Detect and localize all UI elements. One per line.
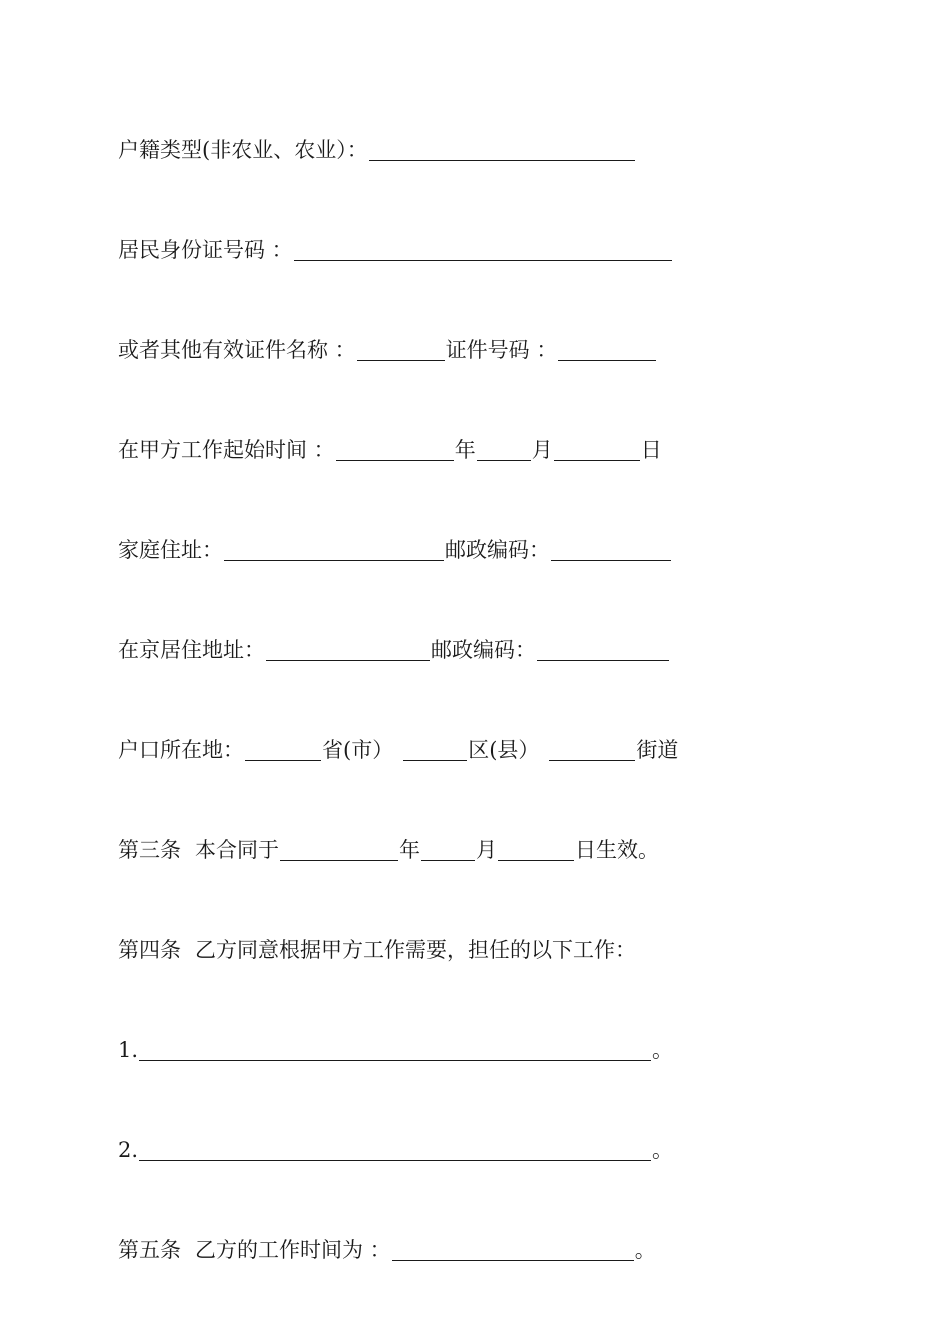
id-number-row xyxy=(118,236,673,264)
beijing-postcode-blank[interactable] xyxy=(537,640,669,661)
work-item-2-number: 2. xyxy=(118,1138,139,1162)
id-number-label: 居民身份证号码 ： xyxy=(118,238,293,262)
work-item-1-end: 。 xyxy=(652,1038,674,1062)
start-day-unit: 日 xyxy=(640,438,662,462)
start-date-label: 在甲方工作起始时间 ： xyxy=(118,438,335,462)
hukou-type-label: 户籍类型(非农业、农业）： xyxy=(118,138,368,162)
effective-month-unit: 月 xyxy=(476,838,497,862)
work-item-2-end: 。 xyxy=(652,1138,674,1162)
work-item-1-blank[interactable] xyxy=(139,1040,651,1061)
start-month-blank[interactable] xyxy=(477,440,531,461)
work-item-1-number: 1. xyxy=(118,1038,139,1062)
effective-year-blank[interactable] xyxy=(280,840,398,861)
beijing-address-label: 在京居住地址： xyxy=(118,638,265,662)
work-item-2-blank[interactable] xyxy=(139,1140,651,1161)
home-address-blank[interactable] xyxy=(224,540,444,561)
article-4 xyxy=(118,936,636,964)
article-5-end: 。 xyxy=(634,1238,656,1262)
start-year-unit: 年 xyxy=(454,438,476,462)
start-date-row xyxy=(118,436,662,464)
province-unit: 省(市） xyxy=(322,738,394,762)
work-item-2 xyxy=(118,1136,673,1164)
hukou-type-row xyxy=(118,136,636,164)
start-month-unit: 月 xyxy=(531,438,553,462)
article-4-text: 乙方同意根据甲方工作需要，担任的以下工作： xyxy=(195,938,636,962)
article-5-title: 第五条 xyxy=(118,1238,181,1262)
district-blank[interactable] xyxy=(403,740,467,761)
other-id-row xyxy=(118,336,657,364)
district-unit: 区(县） xyxy=(468,738,540,762)
article-5 xyxy=(118,1236,656,1264)
other-id-number-blank[interactable] xyxy=(558,340,656,361)
article-3 xyxy=(118,836,659,864)
hukou-type-blank[interactable] xyxy=(369,140,635,161)
work-hours-blank[interactable] xyxy=(392,1240,634,1261)
street-unit: 街道 xyxy=(636,738,679,762)
other-id-name-blank[interactable] xyxy=(357,340,445,361)
id-number-blank[interactable] xyxy=(294,240,672,261)
hukou-location-label: 户口所在地： xyxy=(118,738,244,762)
beijing-address-row xyxy=(118,636,670,664)
hukou-location-row xyxy=(118,736,678,764)
street-blank[interactable] xyxy=(549,740,635,761)
effective-month-blank[interactable] xyxy=(421,840,475,861)
article-3-title: 第三条 xyxy=(118,838,181,862)
beijing-address-blank[interactable] xyxy=(266,640,430,661)
other-id-label: 或者其他有效证件名称 ： xyxy=(118,338,356,362)
home-address-row xyxy=(118,536,672,564)
province-blank[interactable] xyxy=(245,740,321,761)
home-postcode-blank[interactable] xyxy=(551,540,671,561)
start-day-blank[interactable] xyxy=(554,440,640,461)
home-postcode-label: 邮政编码： xyxy=(445,538,550,562)
effective-day-blank[interactable] xyxy=(498,840,574,861)
effective-year-unit: 年 xyxy=(399,838,420,862)
start-year-blank[interactable] xyxy=(336,440,454,461)
article-4-title: 第四条 xyxy=(118,938,181,962)
beijing-postcode-label: 邮政编码： xyxy=(431,638,536,662)
other-id-number-label: 证件号码 ： xyxy=(445,338,558,362)
home-address-label: 家庭住址： xyxy=(118,538,223,562)
effective-day-suffix: 日生效。 xyxy=(575,838,659,862)
article-5-text: 乙方的工作时间为 ： xyxy=(195,1238,391,1262)
work-item-1 xyxy=(118,1036,673,1064)
article-3-text: 本合同于 xyxy=(195,838,279,862)
